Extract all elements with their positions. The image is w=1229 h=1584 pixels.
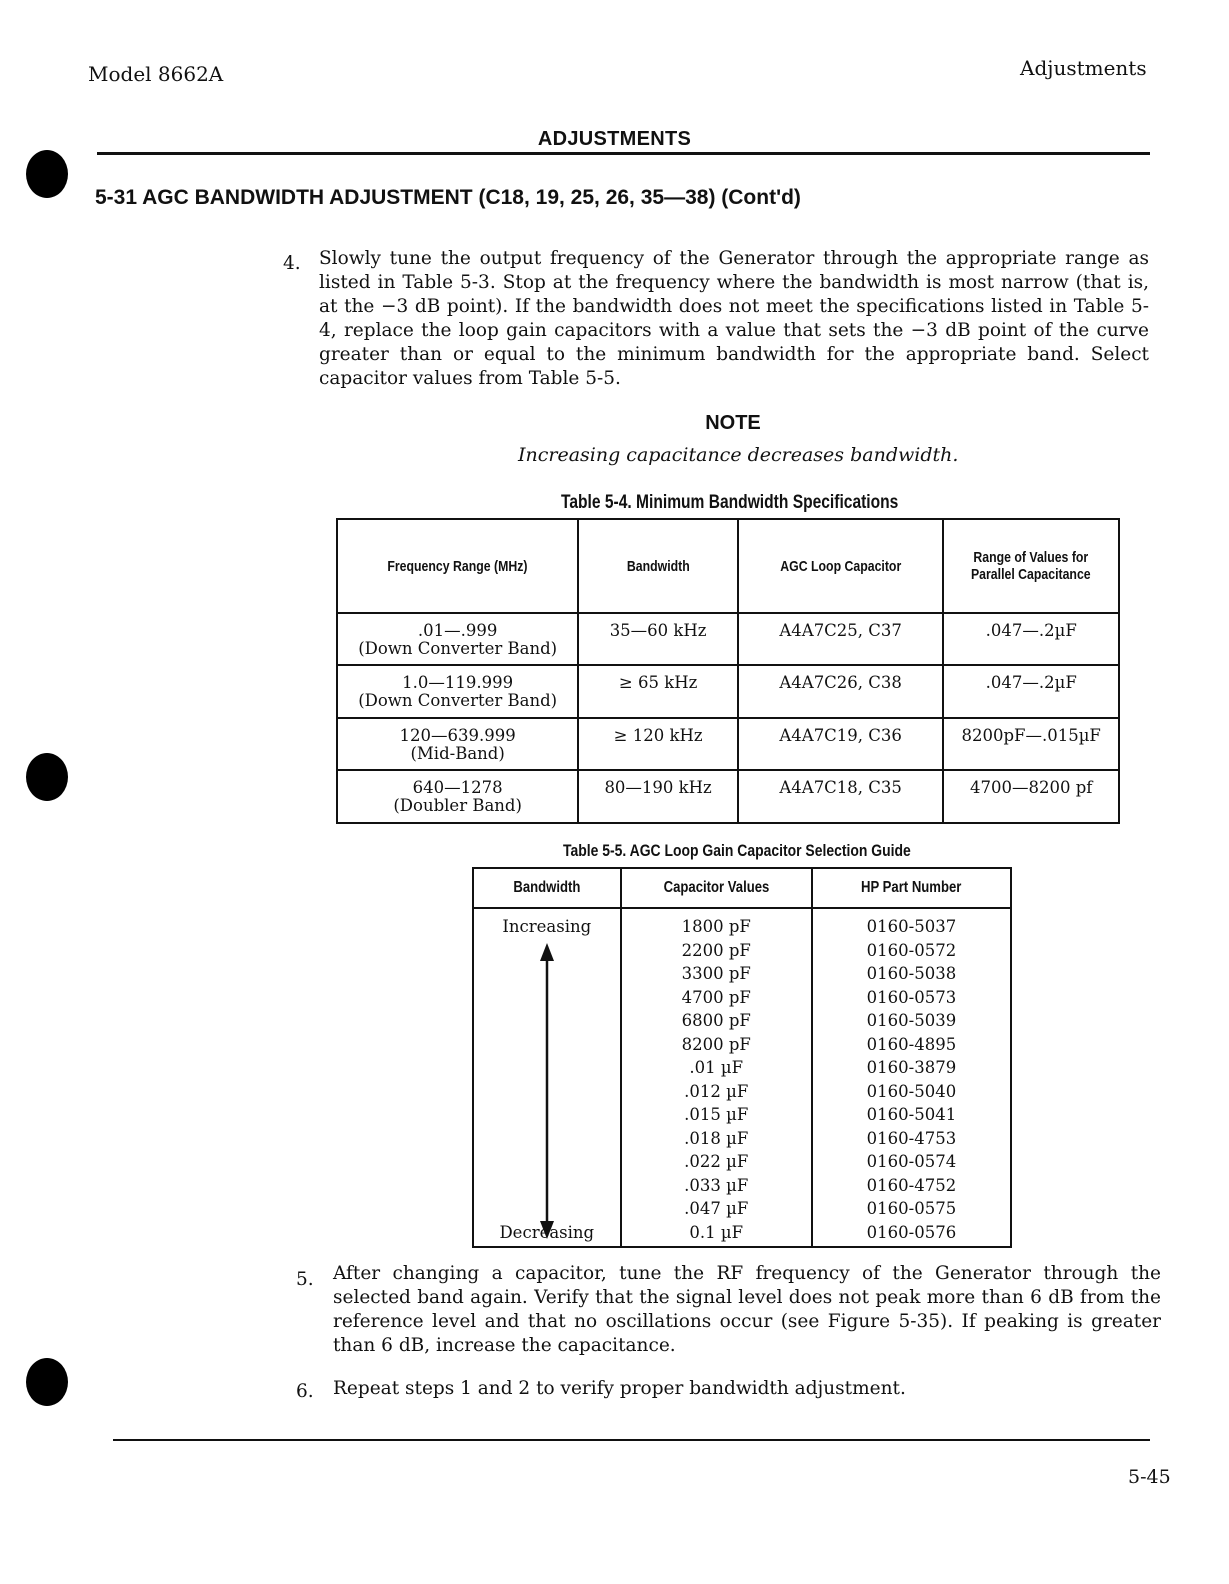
punch-hole-top [26, 150, 68, 198]
punch-hole-middle [26, 753, 68, 801]
header-model: Model 8662A [88, 62, 224, 86]
capacitor-cell: A4A7C26, C38 [738, 665, 943, 718]
capacitor-value: .047 µF [684, 1199, 749, 1218]
bandwidth-decreasing-label: Decreasing [499, 1222, 595, 1242]
capacitor-value: 6800 pF [681, 1011, 751, 1030]
section-title: ADJUSTMENTS [537, 128, 692, 150]
column-header: Bandwidth [473, 868, 621, 908]
table-5-4 [336, 518, 1120, 824]
bandwidth-column [473, 908, 621, 1247]
capacitor-cell: A4A7C25, C37 [738, 613, 943, 665]
column-header: Frequency Range (MHz) [337, 519, 578, 613]
note-title: NOTE [705, 412, 761, 434]
part-number: 0160-5039 [866, 1011, 957, 1030]
punch-hole-bottom [26, 1358, 68, 1406]
capacitor-value: .022 µF [684, 1152, 749, 1171]
frequency-cell: 120—639.999 (Mid-Band) [337, 718, 578, 770]
values-cell: 8200pF—.015µF [943, 718, 1119, 770]
capacitor-value: 1800 pF [681, 917, 751, 936]
capacitor-value: .012 µF [684, 1081, 749, 1101]
bandwidth-cell: 80—190 kHz [578, 770, 738, 823]
step-number: 6. [296, 1381, 314, 1402]
capacitor-cell: A4A7C19, C36 [738, 718, 943, 770]
part-number: 0160-0576 [866, 1222, 957, 1242]
frequency-cell: 1.0—119.999 (Down Converter Band) [337, 665, 578, 718]
capacitor-value: .015 µF [684, 1105, 749, 1124]
header-section: Adjustments [1020, 56, 1147, 80]
table-body [473, 908, 1011, 1247]
part-number: 0160-3879 [866, 1058, 957, 1077]
column-header: Range of Values for Parallel Capacitance [943, 519, 1119, 613]
paragraph-title: 5-31 AGC BANDWIDTH ADJUSTMENT (C18, 19, 25, 26, 35—38) (Cont'd) [95, 186, 801, 209]
bandwidth-cell: ≥ 120 kHz [578, 718, 738, 770]
bottom-rule [113, 1439, 1150, 1441]
step-text: Slowly tune the output frequency of the Generator through the appropriate range as listed in Table 5-3. Stop at the frequency where the bandwidth is most narrow (that is, at the −3 dB point). If the bandwidth does not meet the specifications listed in Table 5-4, replace the loop gain capacitors with a value that sets the −3 dB point of the curve greater than or equal to the minimum bandwidth for the appropriate band. Select capacitor values from Table 5-5. [319, 248, 1149, 389]
bandwidth-cell: 35—60 kHz [578, 613, 738, 665]
table-5-5-caption: Table 5-5. AGC Loop Gain Capacitor Selection Guide [563, 841, 911, 860]
step-text: Repeat steps 1 and 2 to verify proper bandwidth adjustment. [333, 1378, 906, 1399]
page-number: 5-45 [1128, 1466, 1171, 1488]
table-row [337, 665, 1119, 718]
values-cell: .047—.2µF [943, 613, 1119, 665]
bandwidth-cell: ≥ 65 kHz [578, 665, 738, 718]
table-row [337, 613, 1119, 665]
top-rule [97, 152, 1150, 155]
column-header: Bandwidth [578, 519, 738, 613]
capacitor-value: 4700 pF [681, 987, 751, 1007]
step-number: 5. [296, 1269, 314, 1290]
capacitor-value: 0.1 µF [689, 1222, 744, 1242]
table-header-row [337, 519, 1119, 613]
table-5-4-caption: Table 5-4. Minimum Bandwidth Specifications [561, 492, 899, 513]
part-number: 0160-5041 [866, 1105, 957, 1124]
column-header: AGC Loop Capacitor [738, 519, 943, 613]
capacitor-value: .018 µF [684, 1128, 749, 1148]
part-number-column [812, 908, 1011, 1247]
frequency-cell: 640—1278 (Doubler Band) [337, 770, 578, 823]
part-number: 0160-5040 [866, 1081, 957, 1101]
capacitor-value: .01 µF [689, 1058, 744, 1077]
part-number: 0160-5037 [866, 917, 957, 936]
note-text: Increasing capacitance decreases bandwidth. [518, 444, 959, 466]
capacitor-value: 2200 pF [681, 940, 751, 960]
bidirectional-arrow-icon [537, 943, 557, 1239]
capacitor-cell: A4A7C18, C35 [738, 770, 943, 823]
part-number: 0160-0575 [866, 1199, 957, 1218]
part-number: 0160-0574 [866, 1152, 957, 1171]
part-number: 0160-0573 [866, 987, 957, 1007]
capacitor-values-column [621, 908, 812, 1247]
part-number: 0160-4753 [866, 1128, 957, 1148]
table-row [337, 770, 1119, 823]
column-header: Capacitor Values [621, 868, 812, 908]
capacitor-value: 8200 pF [681, 1034, 751, 1054]
table-5-5 [472, 867, 1012, 1248]
capacitor-value: 3300 pF [681, 964, 751, 983]
column-header: HP Part Number [812, 868, 1011, 908]
step-text: After changing a capacitor, tune the RF frequency of the Generator through the selected band again. Verify that the signal level does not peak more than 6 dB from the reference level and that no oscillations occur (see Figure 5-35). If peaking is greater than 6 dB, increase the capacitance. [333, 1263, 1161, 1356]
step-number: 4. [283, 253, 301, 274]
part-number: 0160-5038 [866, 964, 957, 983]
capacitor-value: .033 µF [684, 1175, 749, 1195]
part-number: 0160-0572 [866, 940, 957, 960]
bandwidth-increasing-label: Increasing [502, 917, 592, 936]
table-header-row [473, 868, 1011, 908]
table-row [337, 718, 1119, 770]
part-number: 0160-4752 [866, 1175, 957, 1195]
frequency-cell: .01—.999 (Down Converter Band) [337, 613, 578, 665]
part-number: 0160-4895 [866, 1034, 957, 1054]
values-cell: 4700—8200 pf [943, 770, 1119, 823]
values-cell: .047—.2µF [943, 665, 1119, 718]
